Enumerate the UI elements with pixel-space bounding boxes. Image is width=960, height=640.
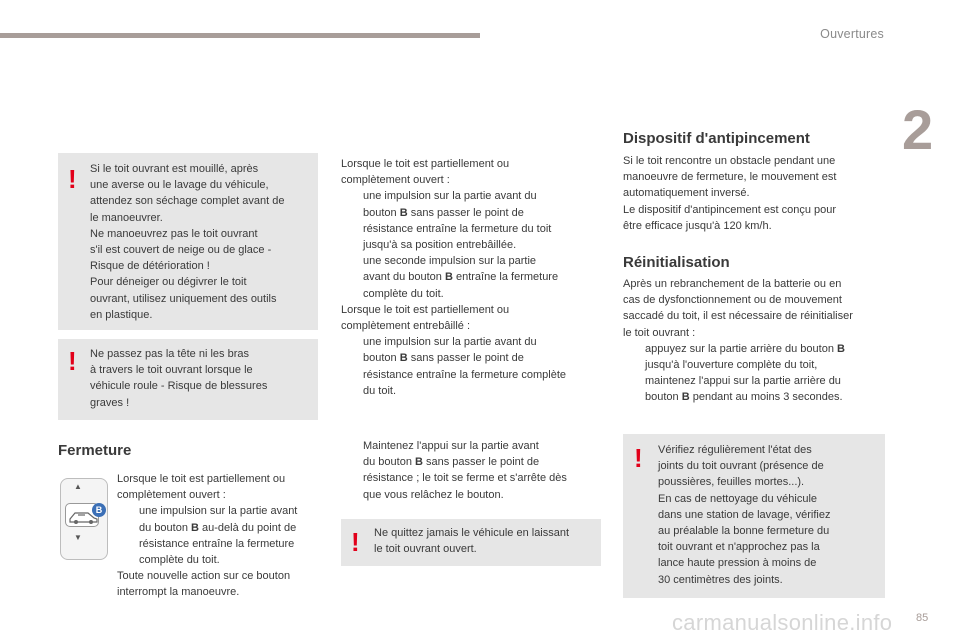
roof-control-keypad (60, 478, 108, 560)
middle-column-text: Lorsque le toit est partiellement ou complètement ouvert : une impulsion sur la partie avant du bouton B sans passer le point de résistance entraîne la fermeture du toit jusqu'à sa position entrebâillée. une seconde impulsion sur la partie avant du bouton B entraîne la fermeture complète du toit. Lorsque le toit est partiellement ou complètement entrebâillé : une impulsion sur la partie avant du bouton B sans passer le point de résistance entraîne la fermeture complète du toit. (341, 156, 603, 399)
section-heading-antipincement: Dispositif d'antipincement (623, 130, 810, 147)
warning-icon: ! (68, 164, 77, 194)
list-item: une impulsion sur la partie avant du bouton B sans passer le point de résistance entraîne la fermeture du toit jusqu'à sa position entrebâillée. (363, 190, 552, 252)
warning-icon: ! (351, 527, 360, 557)
list-item: une impulsion sur la partie avant du bouton B sans passer le point de résistance entraîne la fermeture complète du toit. (363, 336, 566, 397)
warning-text: Vérifiez régulièrement l'état des joints du toit ouvrant (présence de poussières, feuilles mortes...). En cas de nettoyage du véhicule dans une station de lavage, vérifiez au préalable la bonne fermeture du toit ouvrant et n'approchez pas la lance haute pression à moins de 30 centimètres des joints. (658, 444, 831, 586)
warning-box-leave-vehicle (341, 519, 601, 566)
warning-box-head-out (58, 339, 318, 420)
warning-text: Si le toit ouvrant est mouillé, après une averse ou le lavage du véhicule, attendez son séchage complet avant de le manoeuvrer. Ne manoeuvrez pas le toit ouvrant s'il est couvert de neige ou de glace - Risque de détérioration ! Pour déneiger ou dégivrer le toit ouvrant, utilisez uniquement des outils en plastique. (90, 163, 285, 321)
list-item: appuyez sur la partie arrière du bouton B jusqu'à l'ouverture complète du toit, (645, 342, 845, 372)
list-item: une impulsion sur la partie avant du bouton B au-delà du point de résistance entraîne la fermeture complète du toit. (139, 505, 298, 567)
warning-box-wet-roof (58, 153, 318, 330)
warning-text: Ne quittez jamais le véhicule en laissant le toit ouvrant ouvert. (374, 527, 570, 556)
list-item: maintenez l'appui sur la partie arrière du bouton B pendant au moins 3 secondes. (645, 375, 843, 404)
chapter-number: 2 (902, 98, 934, 161)
list-item: une seconde impulsion sur la partie avant du bouton B entraîne la fermeture complète du toit. (363, 255, 559, 300)
section-heading-reinitialisation: Réinitialisation (623, 254, 730, 271)
warning-icon: ! (634, 443, 643, 473)
fermeture-text: Lorsque le toit est partiellement ou complètement ouvert : une impulsion sur la partie avant du bouton B au-delà du point de résistance entraîne la fermeture complète du toit. Toute nouvelle action sur ce bouton interrompt la manoeuvre. (117, 471, 327, 601)
page-number: 85 (916, 612, 929, 624)
section-heading-fermeture: Fermeture (58, 442, 132, 459)
page-section-title: Ouvertures (820, 27, 884, 41)
warning-icon: ! (68, 346, 77, 376)
watermark-link[interactable]: carmanualsonline.info (672, 610, 893, 635)
button-b-badge: B (92, 503, 106, 517)
header-bar (0, 33, 480, 38)
list-item: Maintenez l'appui sur la partie avant du bouton B sans passer le point de résistance ; le toit se ferme et s'arrête dès que vous relâchez le bouton. (363, 440, 567, 501)
arrow-down-icon: ▼ (74, 533, 82, 542)
hold-button-text (341, 438, 603, 503)
antipincement-text: Si le toit rencontre un obstacle pendant une manoeuvre de fermeture, le mouvement est automatiquement inversé. Le dispositif d'antipincement est conçu pour être efficace jusqu'à 120 km/h. (623, 155, 837, 232)
warning-text: Ne passez pas la tête ni les bras à travers le toit ouvrant lorsque le véhicule roule - Risque de blessures graves ! (90, 348, 268, 409)
reinitialisation-text: Après un rebranchement de la batterie ou en cas de dysfonctionnement ou de mouvement saccadé du toit, il est nécessaire de réinitialiser le toit ouvrant : appuyez sur la partie arrière du bouton B jusqu'à l'ouverture complète du toit, maintenez l'appui sur la partie arrière du bouton B pendant au moins 3 secondes. (623, 276, 891, 406)
arrow-up-icon: ▲ (74, 482, 82, 491)
warning-box-check-joints (623, 434, 885, 598)
